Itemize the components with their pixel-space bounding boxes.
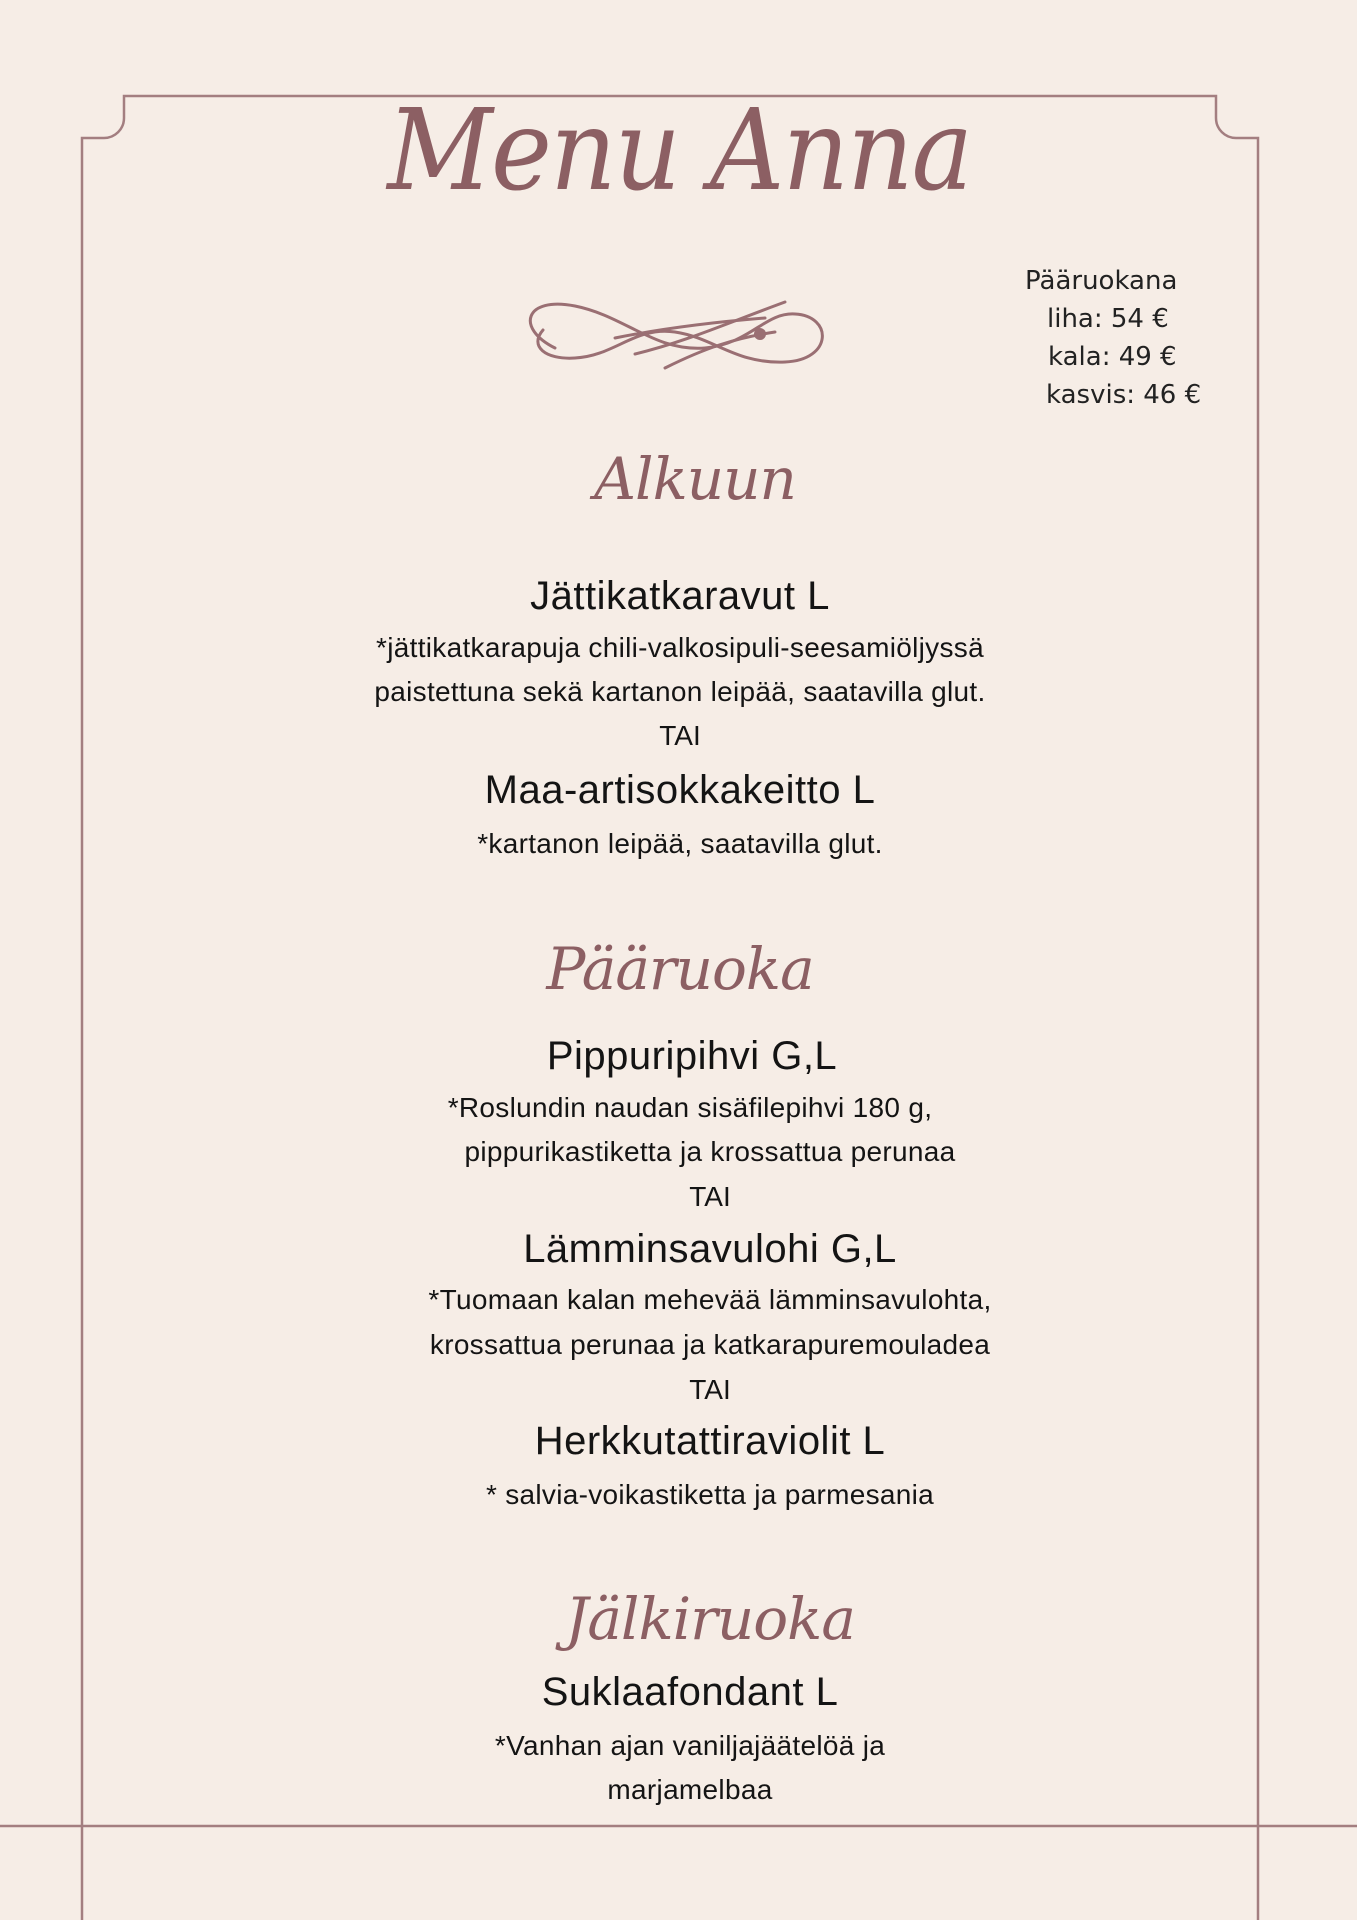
price-heading: Pääruokana xyxy=(1025,266,1178,296)
or-separator: TAI xyxy=(689,1181,731,1212)
price-veg: kasvis: 46 € xyxy=(1046,380,1202,410)
dish-description: paistettuna sekä kartanon leipää, saatavilla glut. xyxy=(374,676,986,707)
dish-name: Suklaafondant L xyxy=(541,1670,839,1714)
dish-description: pippurikastiketta ja krossattua perunaa xyxy=(464,1136,956,1167)
dish-description: krossattua perunaa ja katkarapuremouladea xyxy=(429,1329,991,1360)
dish-name: Herkkutattiraviolit L xyxy=(534,1419,886,1463)
section-heading-mains: Pääruoka xyxy=(546,935,814,1003)
or-separator: TAI xyxy=(689,1374,731,1405)
dish-name: Pippuripihvi G,L xyxy=(546,1034,838,1078)
dish-name: Jättikatkaravut L xyxy=(530,574,830,618)
dish-description: *kartanon leipää, saatavilla glut. xyxy=(477,828,883,859)
dish-description: marjamelbaa xyxy=(607,1774,773,1805)
dish-description: *Vanhan ajan vaniljajäätelöä ja xyxy=(494,1730,886,1761)
dish-name: Maa-artisokkakeitto L xyxy=(484,768,876,812)
or-separator: TAI xyxy=(659,720,701,751)
section-heading-dessert: Jälkiruoka xyxy=(565,1585,855,1653)
main-course-prices xyxy=(1020,262,1202,414)
dish-description: *jättikatkarapuja chili-valkosipuli-seesamiöljyssä xyxy=(376,632,984,663)
dish-description: * salvia-voikastiketta ja parmesania xyxy=(485,1479,935,1510)
dish-description: *Tuomaan kalan mehevää lämminsavulohta, xyxy=(428,1284,992,1315)
price-fish: kala: 49 € xyxy=(1048,342,1177,372)
flourish-ornament-icon xyxy=(515,288,841,384)
section-heading-starters: Alkuun xyxy=(594,445,796,513)
price-meat: liha: 54 € xyxy=(1047,304,1169,334)
dish-name: Lämminsavulohi G,L xyxy=(523,1227,897,1271)
dish-description: *Roslundin naudan sisäfilepihvi 180 g, xyxy=(447,1092,933,1123)
menu-title: Menu Anna xyxy=(387,86,972,216)
